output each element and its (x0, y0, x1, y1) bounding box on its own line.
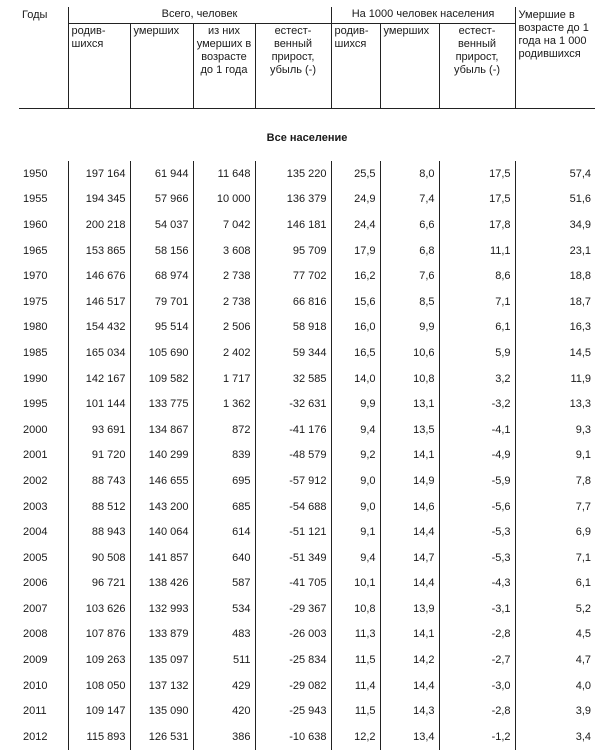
cell-natural-rate: -2,8 (439, 622, 515, 648)
cell-born: 153 865 (68, 238, 130, 264)
cell-born-rate: 10,1 (331, 571, 380, 597)
cell-died: 61 944 (130, 161, 193, 187)
cell-infant-rate: 7,1 (575, 551, 592, 564)
cell-born: 197 164 (68, 161, 130, 187)
cell-infant-rate: 16,3 (569, 321, 592, 334)
cell-born: 88 743 (68, 468, 130, 494)
cell-born-rate: 11,4 (331, 673, 380, 699)
cell-natural: -25 943 (255, 698, 331, 724)
cell-infant: 534 (193, 596, 255, 622)
cell-infant: 429 (193, 673, 255, 699)
table-row (19, 494, 595, 520)
cell-year: 1970 (19, 263, 68, 289)
cell-natural: -29 082 (255, 673, 331, 699)
cell-born-rate: 9,1 (331, 519, 380, 545)
cell-natural: -32 631 (255, 391, 331, 417)
cell-infant-rate: 3,4 (575, 730, 592, 743)
cell-died: 138 426 (130, 571, 193, 597)
cell-born: 165 034 (68, 340, 130, 366)
table-row (19, 519, 595, 545)
cell-infant: 1 717 (193, 366, 255, 392)
cell-infant-rate: 4,5 (575, 628, 592, 641)
cell-infant-rate: 7,8 (575, 474, 592, 487)
cell-natural: -26 003 (255, 622, 331, 648)
cell-year: 2007 (19, 596, 68, 622)
cell-infant: 10 000 (193, 187, 255, 213)
cell-died-rate: 8,0 (380, 161, 439, 187)
cell-natural: 136 379 (255, 187, 331, 213)
cell-year: 1960 (19, 212, 68, 238)
cell-born-rate: 25,5 (331, 161, 380, 187)
cell-died-rate: 8,5 (380, 289, 439, 315)
cell-natural: -51 121 (255, 519, 331, 545)
header-per1000-group: На 1000 человек населения (331, 7, 515, 24)
table-row (19, 391, 595, 417)
table-header (19, 7, 595, 109)
cell-died: 79 701 (130, 289, 193, 315)
table-row (19, 340, 595, 366)
cell-natural-rate: -5,9 (439, 468, 515, 494)
header-years: Годы (19, 7, 68, 109)
cell-infant-rate: 18,7 (569, 295, 592, 308)
cell-natural: 59 344 (255, 340, 331, 366)
table-row (19, 315, 595, 341)
cell-natural-rate: -3,0 (439, 673, 515, 699)
table-row (19, 212, 595, 238)
cell-born-rate: 24,4 (331, 212, 380, 238)
cell-year: 2006 (19, 571, 68, 597)
cell-born-rate: 24,9 (331, 187, 380, 213)
cell-natural: 146 181 (255, 212, 331, 238)
cell-died-rate: 14,9 (380, 468, 439, 494)
cell-infant: 7 042 (193, 212, 255, 238)
cell-died: 58 156 (130, 238, 193, 264)
cell-infant-rate: 3,9 (575, 705, 592, 718)
cell-died: 54 037 (130, 212, 193, 238)
cell-natural-rate: -4,9 (439, 443, 515, 469)
table-row (19, 596, 595, 622)
cell-born: 142 167 (68, 366, 130, 392)
cell-infant-rate: 34,9 (569, 218, 592, 231)
table-row (19, 545, 595, 571)
cell-infant: 695 (193, 468, 255, 494)
cell-natural: -25 834 (255, 647, 331, 673)
cell-infant: 614 (193, 519, 255, 545)
cell-died-rate: 14,3 (380, 698, 439, 724)
cell-infant: 587 (193, 571, 255, 597)
cell-died: 143 200 (130, 494, 193, 520)
table-row (19, 161, 595, 187)
cell-born: 146 676 (68, 263, 130, 289)
cell-natural-rate: 3,2 (439, 366, 515, 392)
cell-died: 140 299 (130, 443, 193, 469)
cell-died-rate: 10,8 (380, 366, 439, 392)
cell-born-rate: 15,6 (331, 289, 380, 315)
cell-born-rate: 9,4 (331, 545, 380, 571)
cell-year: 1955 (19, 187, 68, 213)
cell-infant-rate: 9,3 (575, 423, 592, 436)
cell-born: 200 218 (68, 212, 130, 238)
cell-died: 137 132 (130, 673, 193, 699)
cell-died-rate: 13,1 (380, 391, 439, 417)
cell-year: 2010 (19, 673, 68, 699)
cell-died-rate: 7,6 (380, 263, 439, 289)
table-row (19, 289, 595, 315)
table-row (19, 724, 595, 750)
header-infant-died: из них умерших в возрасте до 1 года (193, 24, 255, 109)
cell-infant: 2 738 (193, 263, 255, 289)
cell-infant: 1 362 (193, 391, 255, 417)
cell-born-rate: 14,0 (331, 366, 380, 392)
cell-natural-rate: 7,1 (439, 289, 515, 315)
cell-died-rate: 14,7 (380, 545, 439, 571)
cell-year: 1985 (19, 340, 68, 366)
cell-born-rate: 17,9 (331, 238, 380, 264)
cell-natural: -54 688 (255, 494, 331, 520)
cell-died-rate: 14,2 (380, 647, 439, 673)
cell-died-rate: 7,4 (380, 187, 439, 213)
table-row (19, 571, 595, 597)
cell-infant-rate: 13,3 (569, 398, 592, 411)
cell-natural: -41 176 (255, 417, 331, 443)
table-row (19, 443, 595, 469)
table-row (19, 263, 595, 289)
cell-died: 126 531 (130, 724, 193, 750)
cell-born-rate: 11,5 (331, 698, 380, 724)
cell-born: 109 147 (68, 698, 130, 724)
cell-infant: 872 (193, 417, 255, 443)
cell-natural-rate: -4,3 (439, 571, 515, 597)
cell-born: 108 050 (68, 673, 130, 699)
cell-infant-rate: 57,4 (569, 167, 592, 180)
cell-infant-rate: 5,2 (575, 602, 592, 615)
table-row (19, 238, 595, 264)
cell-natural-rate: -4,1 (439, 417, 515, 443)
header-infant-mortality: Умершие в возрасте до 1 года на 1 000 родившихся (515, 7, 595, 109)
cell-died: 57 966 (130, 187, 193, 213)
cell-year: 1975 (19, 289, 68, 315)
cell-natural-rate: -3,1 (439, 596, 515, 622)
cell-born-rate: 11,3 (331, 622, 380, 648)
cell-natural: 66 816 (255, 289, 331, 315)
cell-infant: 839 (193, 443, 255, 469)
cell-natural: 77 702 (255, 263, 331, 289)
table-row (19, 468, 595, 494)
table-body (19, 109, 595, 750)
cell-natural-rate: -2,7 (439, 647, 515, 673)
cell-died: 141 857 (130, 545, 193, 571)
cell-born: 96 721 (68, 571, 130, 597)
cell-died: 135 097 (130, 647, 193, 673)
cell-infant-rate: 11,9 (570, 372, 592, 385)
header-died: умерших (130, 24, 193, 109)
cell-died-rate: 6,6 (380, 212, 439, 238)
cell-died-rate: 13,9 (380, 596, 439, 622)
cell-infant: 640 (193, 545, 255, 571)
cell-natural: -57 912 (255, 468, 331, 494)
table-row (19, 417, 595, 443)
table-row (19, 187, 595, 213)
cell-natural: -41 705 (255, 571, 331, 597)
cell-born-rate: 16,2 (331, 263, 380, 289)
cell-natural: 95 709 (255, 238, 331, 264)
cell-natural: -10 638 (255, 724, 331, 750)
cell-died-rate: 14,4 (380, 673, 439, 699)
cell-natural: -29 367 (255, 596, 331, 622)
cell-born: 109 263 (68, 647, 130, 673)
cell-born: 194 345 (68, 187, 130, 213)
cell-born: 154 432 (68, 315, 130, 341)
cell-year: 2005 (19, 545, 68, 571)
cell-natural-rate: -2,8 (439, 698, 515, 724)
cell-born-rate: 10,8 (331, 596, 380, 622)
cell-natural-rate: -5,3 (439, 519, 515, 545)
cell-year: 1980 (19, 315, 68, 341)
cell-born-rate: 9,0 (331, 468, 380, 494)
cell-born-rate: 11,5 (331, 647, 380, 673)
cell-natural: 58 918 (255, 315, 331, 341)
population-table (19, 7, 595, 750)
cell-natural-rate: 5,9 (439, 340, 515, 366)
header-born: родив-шихся (68, 24, 130, 109)
cell-infant: 2 402 (193, 340, 255, 366)
header-total-group: Всего, человек (68, 7, 331, 24)
cell-born-rate: 9,2 (331, 443, 380, 469)
cell-year: 2009 (19, 647, 68, 673)
cell-natural: 135 220 (255, 161, 331, 187)
cell-infant: 3 608 (193, 238, 255, 264)
cell-born-rate: 12,2 (331, 724, 380, 750)
cell-died: 68 974 (130, 263, 193, 289)
document-page (19, 7, 595, 743)
cell-died-rate: 14,6 (380, 494, 439, 520)
cell-natural-rate: -5,6 (439, 494, 515, 520)
cell-infant-rate: 7,7 (575, 500, 592, 513)
cell-born-rate: 9,4 (331, 417, 380, 443)
cell-year: 2001 (19, 443, 68, 469)
cell-year: 1990 (19, 366, 68, 392)
cell-year: 2003 (19, 494, 68, 520)
section-title: Все население (266, 132, 348, 144)
table-row (19, 622, 595, 648)
cell-born: 103 626 (68, 596, 130, 622)
cell-died: 132 993 (130, 596, 193, 622)
cell-infant-rate: 18,8 (569, 270, 592, 283)
cell-natural-rate: 6,1 (439, 315, 515, 341)
cell-died: 109 582 (130, 366, 193, 392)
cell-died-rate: 14,4 (380, 519, 439, 545)
cell-year: 1950 (19, 161, 68, 187)
cell-year: 1965 (19, 238, 68, 264)
cell-died: 95 514 (130, 315, 193, 341)
cell-infant: 11 648 (193, 161, 255, 187)
cell-infant-rate: 4,7 (575, 654, 592, 667)
cell-died-rate: 10,6 (380, 340, 439, 366)
cell-infant-rate: 23,1 (569, 244, 592, 257)
cell-year: 2002 (19, 468, 68, 494)
header-natural-increase: естест-венный прирост, убыль (-) (255, 24, 331, 109)
header-natural-increase-rate: естест-венный прирост, убыль (-) (439, 24, 515, 109)
cell-born: 101 144 (68, 391, 130, 417)
cell-natural-rate: 11,1 (439, 238, 515, 264)
cell-infant-rate: 6,9 (575, 526, 592, 539)
cell-infant-rate: 14,5 (569, 346, 592, 359)
cell-born-rate: 16,5 (331, 340, 380, 366)
table-row (19, 673, 595, 699)
cell-natural-rate: -5,3 (439, 545, 515, 571)
cell-infant: 2 506 (193, 315, 255, 341)
cell-born: 88 943 (68, 519, 130, 545)
cell-natural-rate: 17,5 (439, 161, 515, 187)
cell-born: 90 508 (68, 545, 130, 571)
cell-died: 146 655 (130, 468, 193, 494)
cell-natural-rate: -3,2 (439, 391, 515, 417)
cell-infant: 420 (193, 698, 255, 724)
cell-year: 2008 (19, 622, 68, 648)
cell-died-rate: 14,1 (380, 443, 439, 469)
cell-infant-rate: 4,0 (575, 679, 592, 692)
cell-natural: 32 585 (255, 366, 331, 392)
cell-born: 91 720 (68, 443, 130, 469)
cell-infant: 685 (193, 494, 255, 520)
cell-born: 115 893 (68, 724, 130, 750)
cell-infant-rate: 51,6 (569, 193, 592, 206)
cell-born: 107 876 (68, 622, 130, 648)
table-row (19, 647, 595, 673)
header-born-rate: родив-шихся (331, 24, 380, 109)
cell-died-rate: 9,9 (380, 315, 439, 341)
cell-died: 133 775 (130, 391, 193, 417)
cell-died: 133 879 (130, 622, 193, 648)
cell-infant: 483 (193, 622, 255, 648)
cell-died: 105 690 (130, 340, 193, 366)
cell-natural-rate: 8,6 (439, 263, 515, 289)
cell-died-rate: 13,4 (380, 724, 439, 750)
cell-died: 135 090 (130, 698, 193, 724)
cell-year: 2004 (19, 519, 68, 545)
cell-infant-rate: 9,1 (575, 449, 592, 462)
cell-year: 2000 (19, 417, 68, 443)
cell-born-rate: 16,0 (331, 315, 380, 341)
cell-born: 146 517 (68, 289, 130, 315)
cell-infant: 386 (193, 724, 255, 750)
cell-born-rate: 9,0 (331, 494, 380, 520)
cell-natural: -51 349 (255, 545, 331, 571)
header-died-rate: умерших (380, 24, 439, 109)
cell-natural-rate: -1,2 (439, 724, 515, 750)
cell-natural-rate: 17,8 (439, 212, 515, 238)
cell-year: 1995 (19, 391, 68, 417)
cell-infant-rate: 6,1 (575, 577, 592, 590)
cell-infant: 511 (193, 647, 255, 673)
cell-infant: 2 738 (193, 289, 255, 315)
cell-natural: -48 579 (255, 443, 331, 469)
cell-born: 93 691 (68, 417, 130, 443)
cell-natural-rate: 17,5 (439, 187, 515, 213)
table-row (19, 366, 595, 392)
cell-died: 134 867 (130, 417, 193, 443)
cell-died-rate: 13,5 (380, 417, 439, 443)
cell-died-rate: 14,4 (380, 571, 439, 597)
cell-died-rate: 14,1 (380, 622, 439, 648)
table-row (19, 698, 595, 724)
cell-born: 88 512 (68, 494, 130, 520)
cell-year: 2011 (19, 698, 68, 724)
cell-born-rate: 9,9 (331, 391, 380, 417)
cell-died-rate: 6,8 (380, 238, 439, 264)
cell-died: 140 064 (130, 519, 193, 545)
cell-year: 2012 (19, 724, 68, 750)
